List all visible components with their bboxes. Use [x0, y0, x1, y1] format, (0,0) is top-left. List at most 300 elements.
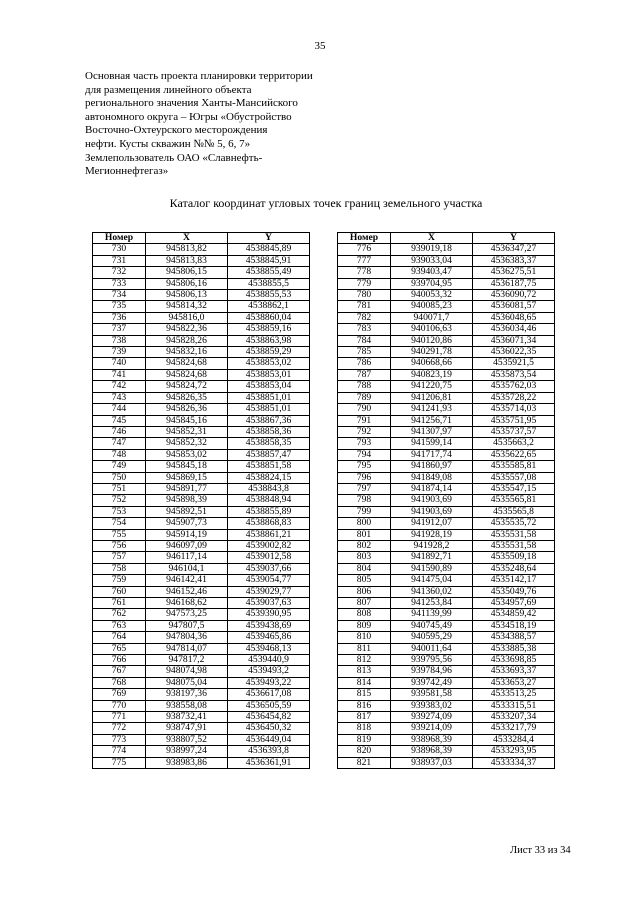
- table-row: [93, 472, 310, 483]
- cell-number: 786: [338, 358, 391, 369]
- cell-y: 4535728,22: [473, 392, 555, 403]
- header-line: нефти. Кусты скважин №№ 5, 6, 7»: [85, 137, 251, 150]
- table-row: [93, 734, 310, 745]
- cell-number: 766: [93, 655, 146, 666]
- cell-number: 763: [93, 620, 146, 631]
- cell-number: 812: [338, 655, 391, 666]
- cell-y: 4538855,5: [228, 278, 310, 289]
- cell-number: 809: [338, 620, 391, 631]
- table-row: [338, 404, 555, 415]
- cell-x: 945845,16: [146, 415, 228, 426]
- table-row: [338, 244, 555, 255]
- table-row: [338, 540, 555, 551]
- cell-y: 4534957,69: [473, 598, 555, 609]
- table-row: [93, 461, 310, 472]
- cell-x: 941590,89: [391, 563, 473, 574]
- cell-x: 940120,86: [391, 335, 473, 346]
- table-row: [338, 438, 555, 449]
- cell-y: 4538859,16: [228, 324, 310, 335]
- coordinates-table-right: [337, 232, 555, 769]
- table-row: [93, 689, 310, 700]
- cell-x: 945826,35: [146, 392, 228, 403]
- cell-x: 946097,09: [146, 540, 228, 551]
- table-row: [93, 267, 310, 278]
- cell-number: 814: [338, 677, 391, 688]
- table-row: [338, 757, 555, 768]
- cell-x: 941253,84: [391, 598, 473, 609]
- cell-number: 744: [93, 404, 146, 415]
- cell-number: 793: [338, 438, 391, 449]
- cell-x: 945828,26: [146, 335, 228, 346]
- cell-y: 4538824,15: [228, 472, 310, 483]
- header-line: для размещения линейного объекта: [85, 83, 252, 96]
- cell-number: 739: [93, 347, 146, 358]
- cell-number: 745: [93, 415, 146, 426]
- cell-number: 780: [338, 290, 391, 301]
- cell-y: 4536450,32: [228, 723, 310, 734]
- table-row: [93, 586, 310, 597]
- table-row: [93, 381, 310, 392]
- cell-y: 4538845,89: [228, 244, 310, 255]
- table-row: [338, 381, 555, 392]
- cell-y: 4538853,02: [228, 358, 310, 369]
- table-row: [338, 734, 555, 745]
- cell-y: 4536081,57: [473, 301, 555, 312]
- table-header-row: [338, 233, 555, 244]
- cell-number: 751: [93, 483, 146, 494]
- cell-x: 941307,97: [391, 426, 473, 437]
- column-header-x: X: [391, 233, 473, 244]
- cell-x: 945806,15: [146, 267, 228, 278]
- cell-x: 941206,81: [391, 392, 473, 403]
- cell-number: 762: [93, 609, 146, 620]
- cell-number: 738: [93, 335, 146, 346]
- cell-y: 4533885,38: [473, 643, 555, 654]
- table-row: [93, 438, 310, 449]
- cell-number: 783: [338, 324, 391, 335]
- header-line: регионального значения Ханты-Мансийского: [85, 97, 298, 110]
- cell-y: 4535751,95: [473, 415, 555, 426]
- cell-y: 4538851,01: [228, 404, 310, 415]
- cell-y: 4539440,9: [228, 655, 310, 666]
- cell-number: 800: [338, 518, 391, 529]
- cell-y: 4539012,58: [228, 552, 310, 563]
- table-row: [93, 575, 310, 586]
- cell-y: 4533334,37: [473, 757, 555, 768]
- cell-x: 941220,75: [391, 381, 473, 392]
- cell-x: 939274,09: [391, 712, 473, 723]
- cell-y: 4536275,51: [473, 267, 555, 278]
- cell-y: 4539037,63: [228, 598, 310, 609]
- cell-number: 797: [338, 483, 391, 494]
- cell-number: 757: [93, 552, 146, 563]
- cell-y: 4538860,04: [228, 312, 310, 323]
- cell-number: 798: [338, 495, 391, 506]
- cell-number: 788: [338, 381, 391, 392]
- cell-x: 941849,08: [391, 472, 473, 483]
- cell-y: 4535565,8: [473, 506, 555, 517]
- cell-x: 941928,19: [391, 529, 473, 540]
- cell-number: 820: [338, 746, 391, 757]
- cell-number: 747: [93, 438, 146, 449]
- cell-number: 810: [338, 632, 391, 643]
- cell-y: 4535248,64: [473, 563, 555, 574]
- cell-y: 4536454,82: [228, 712, 310, 723]
- table-row: [338, 723, 555, 734]
- cell-x: 938937,03: [391, 757, 473, 768]
- cell-x: 940291,78: [391, 347, 473, 358]
- table-row: [338, 495, 555, 506]
- cell-x: 945814,32: [146, 301, 228, 312]
- cell-y: 4539390,95: [228, 609, 310, 620]
- header-line: Землепользователь ОАО «Славнефть-: [85, 151, 263, 164]
- cell-y: 4535585,81: [473, 461, 555, 472]
- table-row: [93, 598, 310, 609]
- cell-x: 945813,82: [146, 244, 228, 255]
- cell-x: 947814,07: [146, 643, 228, 654]
- header-line: Мегионнефтегаз»: [85, 165, 169, 178]
- table-row: [338, 324, 555, 335]
- cell-y: 4535531,58: [473, 529, 555, 540]
- cell-y: 4533315,51: [473, 700, 555, 711]
- table-row: [93, 392, 310, 403]
- cell-number: 756: [93, 540, 146, 551]
- cell-y: 4535565,81: [473, 495, 555, 506]
- cell-x: 946117,14: [146, 552, 228, 563]
- cell-number: 748: [93, 449, 146, 460]
- cell-x: 939214,09: [391, 723, 473, 734]
- cell-y: 4538858,35: [228, 438, 310, 449]
- table-row: [93, 369, 310, 380]
- cell-x: 945832,16: [146, 347, 228, 358]
- table-row: [338, 278, 555, 289]
- cell-number: 733: [93, 278, 146, 289]
- table-row: [338, 506, 555, 517]
- cell-number: 753: [93, 506, 146, 517]
- cell-number: 778: [338, 267, 391, 278]
- table-row: [93, 324, 310, 335]
- table-row: [338, 575, 555, 586]
- cell-x: 938997,24: [146, 746, 228, 757]
- table-row: [338, 552, 555, 563]
- cell-x: 947573,25: [146, 609, 228, 620]
- cell-number: 771: [93, 712, 146, 723]
- cell-y: 4533293,95: [473, 746, 555, 757]
- table-row: [93, 552, 310, 563]
- cell-number: 795: [338, 461, 391, 472]
- table-row: [338, 301, 555, 312]
- cell-number: 787: [338, 369, 391, 380]
- cell-x: 941360,02: [391, 586, 473, 597]
- cell-y: 4539029,77: [228, 586, 310, 597]
- cell-x: 945852,31: [146, 426, 228, 437]
- cell-number: 804: [338, 563, 391, 574]
- document-header: [85, 70, 355, 179]
- cell-x: 947817,2: [146, 655, 228, 666]
- cell-number: 736: [93, 312, 146, 323]
- cell-x: 938968,39: [391, 746, 473, 757]
- table-row: [338, 632, 555, 643]
- table-row: [93, 609, 310, 620]
- table-row: [338, 255, 555, 266]
- cell-y: 4536505,59: [228, 700, 310, 711]
- table-row: [338, 609, 555, 620]
- cell-y: 4538867,36: [228, 415, 310, 426]
- cell-x: 945898,39: [146, 495, 228, 506]
- table-row: [338, 415, 555, 426]
- cell-y: 4538855,49: [228, 267, 310, 278]
- cell-x: 941912,07: [391, 518, 473, 529]
- cell-x: 941256,71: [391, 415, 473, 426]
- table-row: [93, 518, 310, 529]
- cell-number: 816: [338, 700, 391, 711]
- table-row: [338, 712, 555, 723]
- table-row: [338, 643, 555, 654]
- table-row: [93, 723, 310, 734]
- cell-y: 4539468,13: [228, 643, 310, 654]
- cell-y: 4538851,01: [228, 392, 310, 403]
- cell-y: 4538851,58: [228, 461, 310, 472]
- table-row: [338, 586, 555, 597]
- cell-y: 4533284,4: [473, 734, 555, 745]
- cell-x: 941892,71: [391, 552, 473, 563]
- cell-number: 734: [93, 290, 146, 301]
- cell-y: 4538858,36: [228, 426, 310, 437]
- cell-x: 940823,19: [391, 369, 473, 380]
- page-number: 35: [314, 40, 326, 52]
- table-row: [338, 290, 555, 301]
- cell-y: 4538853,01: [228, 369, 310, 380]
- cell-x: 938747,91: [146, 723, 228, 734]
- cell-number: 768: [93, 677, 146, 688]
- cell-x: 938968,39: [391, 734, 473, 745]
- cell-number: 743: [93, 392, 146, 403]
- cell-x: 941717,74: [391, 449, 473, 460]
- cell-y: 4536617,08: [228, 689, 310, 700]
- table-row: [93, 255, 310, 266]
- table-row: [338, 700, 555, 711]
- table-row: [338, 666, 555, 677]
- cell-y: 4536090,72: [473, 290, 555, 301]
- cell-x: 940668,66: [391, 358, 473, 369]
- table-row: [338, 335, 555, 346]
- cell-number: 772: [93, 723, 146, 734]
- table-row: [93, 563, 310, 574]
- table-row: [338, 746, 555, 757]
- cell-y: 4539438,69: [228, 620, 310, 631]
- cell-x: 940071,7: [391, 312, 473, 323]
- cell-number: 765: [93, 643, 146, 654]
- table-row: [338, 518, 555, 529]
- table-row: [93, 483, 310, 494]
- cell-y: 4535921,5: [473, 358, 555, 369]
- table-row: [93, 643, 310, 654]
- cell-y: 4538845,91: [228, 255, 310, 266]
- cell-x: 947804,36: [146, 632, 228, 643]
- cell-y: 4535142,17: [473, 575, 555, 586]
- cell-y: 4539465,86: [228, 632, 310, 643]
- header-line: Основная часть проекта планировки территории: [85, 70, 313, 82]
- table-row: [93, 404, 310, 415]
- cell-x: 945891,77: [146, 483, 228, 494]
- table-row: [338, 563, 555, 574]
- table-row: [338, 392, 555, 403]
- cell-y: 4536034,46: [473, 324, 555, 335]
- cell-y: 4536187,75: [473, 278, 555, 289]
- cell-number: 740: [93, 358, 146, 369]
- cell-y: 4539493,2: [228, 666, 310, 677]
- cell-number: 819: [338, 734, 391, 745]
- table-row: [93, 347, 310, 358]
- table-row: [338, 347, 555, 358]
- table-row: [93, 312, 310, 323]
- table-row: [93, 415, 310, 426]
- column-header-y: Y: [228, 233, 310, 244]
- cell-y: 4533698,85: [473, 655, 555, 666]
- cell-y: 4535663,2: [473, 438, 555, 449]
- cell-x: 939383,02: [391, 700, 473, 711]
- cell-number: 782: [338, 312, 391, 323]
- cell-x: 939784,96: [391, 666, 473, 677]
- cell-x: 945824,72: [146, 381, 228, 392]
- table-row: [93, 529, 310, 540]
- cell-x: 945813,83: [146, 255, 228, 266]
- table-row: [93, 655, 310, 666]
- cell-x: 945806,13: [146, 290, 228, 301]
- cell-number: 784: [338, 335, 391, 346]
- header-line: Восточно-Охтеурского месторождения: [85, 124, 268, 137]
- cell-number: 811: [338, 643, 391, 654]
- table-row: [93, 746, 310, 757]
- cell-number: 821: [338, 757, 391, 768]
- cell-x: 945824,68: [146, 369, 228, 380]
- column-header-number: Номер: [93, 233, 146, 244]
- cell-number: 749: [93, 461, 146, 472]
- cell-number: 796: [338, 472, 391, 483]
- cell-x: 945852,32: [146, 438, 228, 449]
- table-row: [338, 655, 555, 666]
- cell-y: 4533217,79: [473, 723, 555, 734]
- cell-x: 939019,18: [391, 244, 473, 255]
- cell-x: 941874,14: [391, 483, 473, 494]
- cell-x: 940745,49: [391, 620, 473, 631]
- column-header-y: Y: [473, 233, 555, 244]
- cell-number: 769: [93, 689, 146, 700]
- cell-number: 752: [93, 495, 146, 506]
- cell-number: 775: [93, 757, 146, 768]
- cell-number: 773: [93, 734, 146, 745]
- cell-y: 4539037,66: [228, 563, 310, 574]
- cell-x: 940011,64: [391, 643, 473, 654]
- cell-number: 779: [338, 278, 391, 289]
- table-row: [93, 449, 310, 460]
- table-row: [93, 426, 310, 437]
- cell-x: 938197,36: [146, 689, 228, 700]
- cell-y: 4538855,89: [228, 506, 310, 517]
- cell-number: 801: [338, 529, 391, 540]
- cell-y: 4534518,19: [473, 620, 555, 631]
- cell-number: 777: [338, 255, 391, 266]
- cell-y: 4535737,57: [473, 426, 555, 437]
- cell-x: 945914,19: [146, 529, 228, 540]
- cell-y: 4538857,47: [228, 449, 310, 460]
- cell-number: 760: [93, 586, 146, 597]
- cell-x: 945845,18: [146, 461, 228, 472]
- table-row: [338, 267, 555, 278]
- coordinates-table-left: [92, 232, 310, 769]
- cell-x: 939581,58: [391, 689, 473, 700]
- cell-y: 4533207,34: [473, 712, 555, 723]
- cell-number: 755: [93, 529, 146, 540]
- cell-y: 4538863,98: [228, 335, 310, 346]
- table-row: [338, 677, 555, 688]
- cell-y: 4536449,04: [228, 734, 310, 745]
- cell-y: 4534859,42: [473, 609, 555, 620]
- cell-x: 940085,23: [391, 301, 473, 312]
- cell-x: 945869,15: [146, 472, 228, 483]
- cell-number: 815: [338, 689, 391, 700]
- table-row: [93, 290, 310, 301]
- table-row: [93, 335, 310, 346]
- cell-number: 808: [338, 609, 391, 620]
- cell-y: 4536048,65: [473, 312, 555, 323]
- column-header-x: X: [146, 233, 228, 244]
- table-row: [93, 244, 310, 255]
- cell-x: 941475,04: [391, 575, 473, 586]
- cell-number: 776: [338, 244, 391, 255]
- cell-number: 807: [338, 598, 391, 609]
- cell-y: 4535622,65: [473, 449, 555, 460]
- table-row: [93, 666, 310, 677]
- cell-y: 4535873,54: [473, 369, 555, 380]
- cell-x: 945853,02: [146, 449, 228, 460]
- cell-number: 803: [338, 552, 391, 563]
- table-row: [93, 495, 310, 506]
- cell-y: 4536393,8: [228, 746, 310, 757]
- cell-number: 802: [338, 540, 391, 551]
- cell-x: 945892,51: [146, 506, 228, 517]
- cell-y: 4538853,04: [228, 381, 310, 392]
- table-row: [338, 529, 555, 540]
- cell-x: 946104,1: [146, 563, 228, 574]
- cell-number: 806: [338, 586, 391, 597]
- cell-x: 939742,49: [391, 677, 473, 688]
- cell-x: 941860,97: [391, 461, 473, 472]
- table-row: [338, 472, 555, 483]
- cell-x: 938558,08: [146, 700, 228, 711]
- cell-x: 939033,04: [391, 255, 473, 266]
- cell-y: 4535714,03: [473, 404, 555, 415]
- cell-number: 785: [338, 347, 391, 358]
- cell-y: 4536071,34: [473, 335, 555, 346]
- cell-y: 4538861,21: [228, 529, 310, 540]
- table-row: [93, 620, 310, 631]
- cell-number: 764: [93, 632, 146, 643]
- cell-y: 4539054,77: [228, 575, 310, 586]
- cell-y: 4533653,27: [473, 677, 555, 688]
- table-row: [93, 712, 310, 723]
- cell-y: 4538868,83: [228, 518, 310, 529]
- cell-x: 945806,16: [146, 278, 228, 289]
- cell-y: 4535535,72: [473, 518, 555, 529]
- table-row: [338, 620, 555, 631]
- cell-x: 947807,5: [146, 620, 228, 631]
- cell-y: 4535557,08: [473, 472, 555, 483]
- cell-y: 4536361,91: [228, 757, 310, 768]
- cell-x: 940106,63: [391, 324, 473, 335]
- cell-x: 948075,04: [146, 677, 228, 688]
- table-row: [93, 301, 310, 312]
